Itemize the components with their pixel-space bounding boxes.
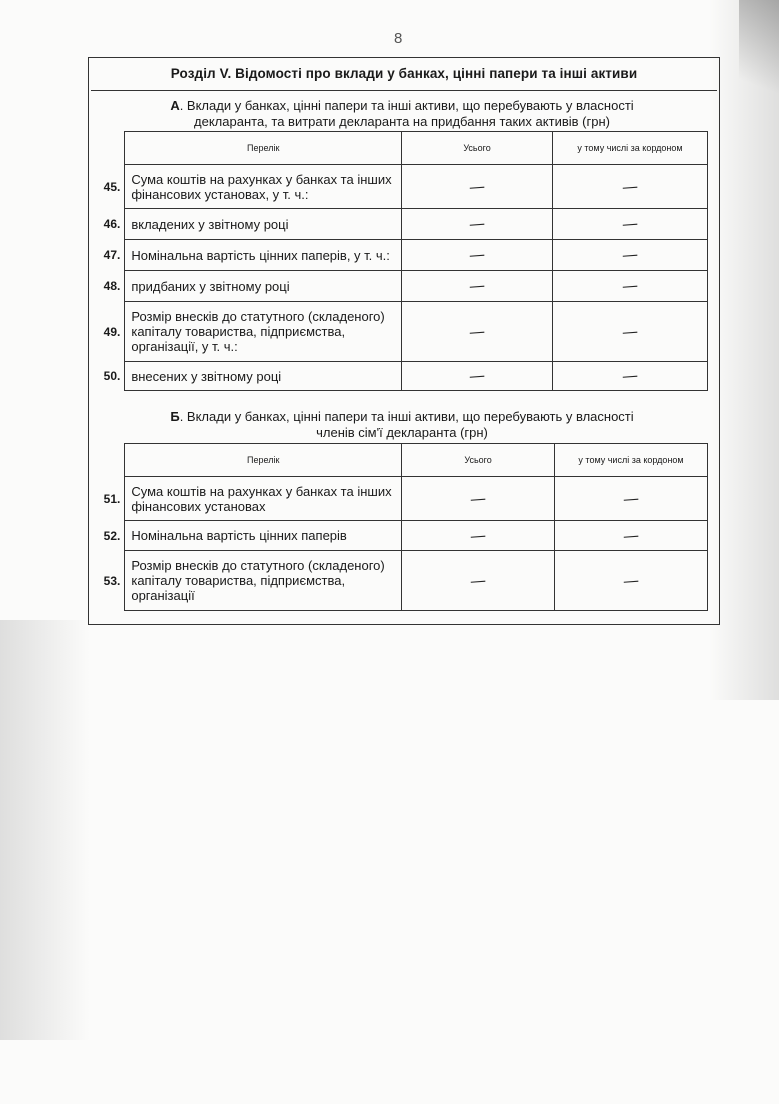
row-label: вкладених у звітному році: [125, 209, 402, 240]
total-dash: —: [468, 175, 486, 197]
table-row: [90, 209, 708, 240]
total-value: [402, 362, 553, 391]
total-dash: —: [468, 365, 486, 386]
table-row: [90, 302, 708, 362]
part-a-letter: А: [170, 98, 180, 113]
table-row: [90, 477, 708, 521]
abroad-dash: —: [622, 524, 640, 546]
part-b-header-row: [90, 444, 708, 477]
abroad-dash: —: [621, 365, 639, 386]
row-number: 50.: [103, 369, 121, 383]
part-a-table: [90, 131, 708, 391]
table-row: [90, 362, 708, 391]
part-a-title-text: . Вклади у банках, цінні папери та інші активи, що перебувають у власності декларанта, та витрати декларанта на придбання таких активів (грн): [179, 98, 634, 129]
row-number: 48.: [103, 279, 121, 293]
total-value: [402, 302, 553, 362]
abroad-value: [555, 521, 708, 551]
row-number: 52.: [103, 528, 121, 543]
part-b-title-text: . Вклади у банках, цінні папери та інші активи, що перебувають у власності членів сім'ї декларанта (грн): [179, 409, 634, 440]
section-title: Розділ V. Відомості про вклади у банках, цінні папери та інші активи: [91, 58, 717, 91]
total-value: [402, 209, 553, 240]
total-value: [402, 551, 555, 611]
abroad-dash: —: [622, 487, 640, 509]
abroad-value: [552, 302, 707, 362]
abroad-dash: —: [622, 569, 640, 591]
part-b-letter: Б: [170, 409, 180, 424]
abroad-dash: —: [621, 244, 639, 265]
header-abroad: у тому числі за кордоном: [552, 132, 707, 165]
abroad-dash: —: [621, 275, 639, 296]
table-row: [90, 551, 708, 611]
total-dash: —: [468, 213, 486, 234]
total-dash: —: [468, 320, 486, 342]
part-a-title: [86, 98, 718, 130]
header-list: Перелік: [125, 132, 402, 165]
total-dash: —: [469, 524, 487, 546]
header-total: Усього: [402, 132, 553, 165]
row-number: 46.: [103, 217, 121, 231]
row-number: 49.: [103, 324, 121, 339]
header-list: Перелік: [125, 444, 402, 477]
row-label: Номінальна вартість цінних паперів, у т. ч.:: [125, 240, 402, 271]
total-value: [402, 477, 555, 521]
abroad-dash: —: [621, 213, 639, 234]
abroad-value: [552, 165, 707, 209]
scan-shadow-left: [0, 620, 90, 1040]
part-b-table: [90, 443, 708, 611]
part-b-title: [86, 409, 718, 441]
abroad-value: [555, 551, 708, 611]
total-value: [402, 521, 555, 551]
abroad-dash: —: [621, 175, 639, 197]
header-abroad: у тому числі за кордоном: [555, 444, 708, 477]
header-total: Усього: [402, 444, 555, 477]
table-row: [90, 271, 708, 302]
scan-shadow-corner: [739, 0, 779, 120]
abroad-value: [552, 240, 707, 271]
table-row: [90, 165, 708, 209]
abroad-value: [552, 209, 707, 240]
total-dash: —: [469, 569, 487, 591]
total-value: [402, 271, 553, 302]
row-label: Розмір внесків до статутного (складеного) капіталу товариства, підприємства, організації, у т. ч.:: [125, 302, 402, 362]
total-dash: —: [469, 487, 487, 509]
abroad-dash: —: [621, 320, 639, 342]
abroad-value: [552, 362, 707, 391]
total-value: [402, 165, 553, 209]
abroad-value: [552, 271, 707, 302]
row-label: придбаних у звітному році: [125, 271, 402, 302]
table-row: [90, 240, 708, 271]
total-dash: —: [468, 275, 486, 296]
row-label: Розмір внесків до статутного (складеного) капіталу товариства, підприємства, організації: [125, 551, 402, 611]
row-label: Номінальна вартість цінних паперів: [125, 521, 402, 551]
row-number: 45.: [103, 179, 121, 194]
row-number: 47.: [103, 248, 121, 262]
part-a-header-row: [90, 132, 708, 165]
row-label: внесених у звітному році: [125, 362, 402, 391]
table-row: [90, 521, 708, 551]
row-label: Сума коштів на рахунках у банках та інших фінансових установах, у т. ч.:: [125, 165, 402, 209]
row-label: Сума коштів на рахунках у банках та інших фінансових установах: [125, 477, 402, 521]
page-number: 8: [394, 30, 403, 47]
total-value: [402, 240, 553, 271]
row-number: 51.: [103, 491, 121, 506]
total-dash: —: [468, 244, 486, 265]
abroad-value: [555, 477, 708, 521]
row-number: 53.: [103, 573, 121, 588]
